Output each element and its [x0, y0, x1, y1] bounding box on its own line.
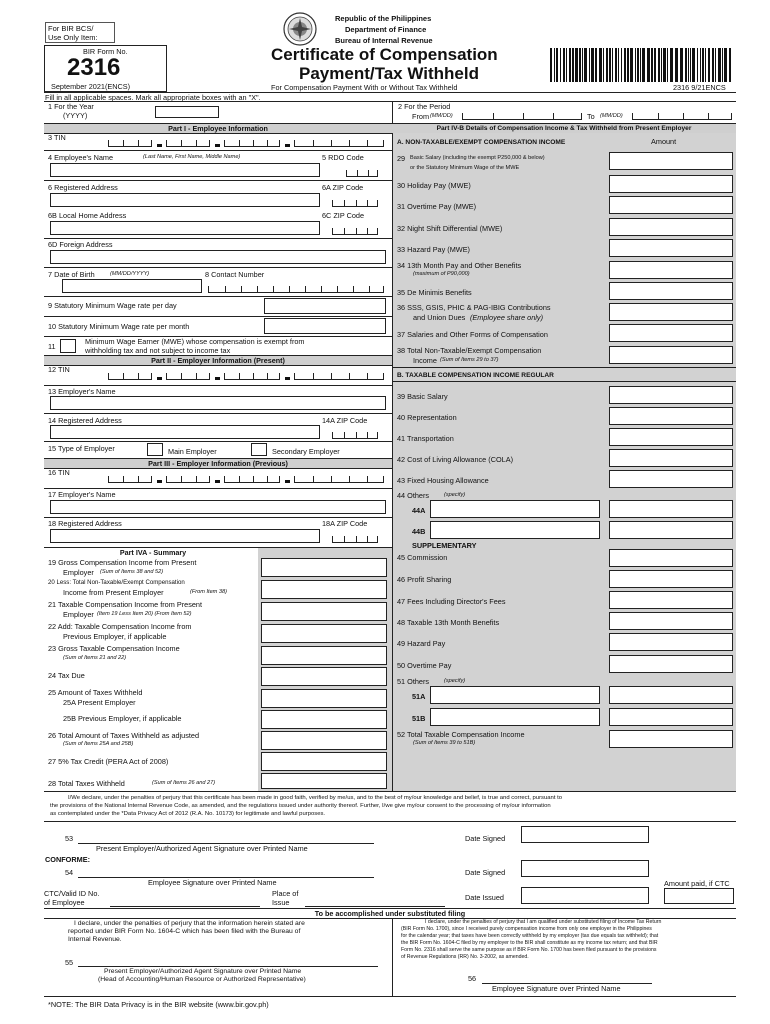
field-51a[interactable]: [609, 686, 733, 704]
secondary-employer-checkbox[interactable]: [251, 443, 267, 456]
privacy-note: *NOTE: The BIR Data Privacy is in the BIR website (www.bir.gov.ph): [48, 1000, 269, 1009]
s19-line1: 19 Gross Compensation Income from Present: [48, 558, 197, 567]
field-49[interactable]: [609, 633, 733, 651]
s24-label: 24 Tax Due: [48, 671, 85, 680]
substituted-filing-header: To be accomplished under substituted filing: [44, 908, 736, 919]
field-36[interactable]: [609, 303, 733, 321]
to-sub: (MM/DD): [600, 113, 623, 119]
s23-line2: (Sum of Items 21 and 22): [63, 655, 127, 661]
republic-text: Republic of the Philippines: [335, 14, 432, 23]
s28-sub: (Sum of Items 26 and 27): [152, 780, 216, 786]
sub-right-line1: I declare, under the penalties of perjury that I am qualified under substituted filing of Income Tax Return: [425, 919, 662, 925]
field-44b[interactable]: [609, 521, 733, 539]
item6-label: 6 Registered Address: [48, 183, 118, 192]
field-21[interactable]: [261, 602, 387, 621]
tin-3-seg3[interactable]: [224, 476, 280, 483]
item18-label: 18 Registered Address: [48, 519, 122, 528]
tin-1-seg2[interactable]: [166, 140, 210, 147]
item11-number: 11: [48, 342, 56, 351]
from-label: From: [412, 112, 430, 121]
r40-label: 40 Representation: [397, 413, 457, 422]
r51-sub: (specify): [444, 678, 466, 684]
employee-name-field[interactable]: [50, 163, 320, 177]
barcode-image: [550, 48, 732, 82]
s26-line2: (Sum of Items 25A and 25B): [63, 741, 134, 747]
field-48[interactable]: [609, 612, 733, 630]
part3-header: Part III - Employer Information (Previous): [44, 458, 392, 469]
r38-line2-sub: (Sum of Items 29 to 37): [440, 357, 499, 363]
r44a-label: 44A: [412, 506, 426, 515]
field-46[interactable]: [609, 570, 733, 588]
form-date: September 2021(ENCS): [51, 82, 131, 91]
form-number: 2316: [67, 54, 121, 81]
employer-name-field[interactable]: [50, 396, 386, 410]
num-53: 53: [65, 834, 74, 843]
r50-label: 50 Overtime Pay: [397, 661, 452, 670]
field-51a-desc[interactable]: [430, 686, 600, 704]
field-27[interactable]: [261, 752, 387, 771]
field-25a[interactable]: [261, 689, 387, 708]
field-35[interactable]: [609, 282, 733, 300]
item9-label: 9 Statutory Minimum Wage rate per day: [48, 301, 177, 310]
num-55: 55: [65, 958, 74, 967]
sub-right-line4: the BIR Form No. 1604-C filed by my employer to the BIR shall constitute as my income tax return; and that BIR: [401, 940, 658, 946]
decl-line3: as contemplated under the *Data Privacy Act of 2012 (R.A. No. 10173) for legitimate and lawful purposes.: [50, 811, 326, 817]
date-signed-53-label: Date Signed: [465, 834, 506, 843]
sub-right-line5: Form No. 2316 shall serve the same purpose as if BIR Form No. 1700 has been filed pursuant to the provisions: [401, 947, 657, 953]
r51b-label: 51B: [412, 714, 426, 723]
r35-label: 35 De Minimis Benefits: [397, 288, 472, 297]
secB-header: B. TAXABLE COMPENSATION INCOME REGULAR: [397, 372, 554, 379]
tin-1-seg4[interactable]: [294, 140, 384, 147]
field-45[interactable]: [609, 549, 733, 567]
year-field[interactable]: [155, 106, 219, 118]
sub-left-line3: Internal Revenue.: [68, 936, 122, 943]
item3-label: 3 TIN: [48, 133, 66, 142]
foreign-address-field[interactable]: [50, 250, 386, 264]
sig-54-label: Employee Signature over Printed Name: [148, 878, 277, 887]
r37-label: 37 Salaries and Other Forms of Compensation: [397, 330, 548, 339]
field-22[interactable]: [261, 624, 387, 643]
decl-line2: the provisions of the National Internal Revenue Code, as amended, and the regulations issued under authority thereof. Further, I/we give my/our consent to the processing of my/our information: [50, 803, 551, 809]
date-signed-54-label: Date Signed: [465, 868, 506, 877]
tin-2-seg2[interactable]: [166, 373, 210, 380]
field-29[interactable]: [609, 152, 733, 170]
from-sub: (MM/DD): [430, 113, 453, 119]
r36-line1: 36 SSS, GSIS, PHIC & PAG-IBIG Contributions: [397, 303, 551, 312]
field-38[interactable]: [609, 346, 733, 364]
main-employer-label: Main Employer: [168, 447, 217, 456]
tin-3-seg1[interactable]: [108, 476, 152, 483]
sig-55-label-1: Present Employer/Authorized Agent Signature over Printed Name: [104, 968, 302, 975]
conforme-label: CONFORME:: [45, 855, 90, 864]
date-issued-field[interactable]: [521, 887, 649, 904]
ctc-field[interactable]: [110, 906, 260, 907]
date-signed-53-field[interactable]: [521, 826, 649, 843]
item17-label: 17 Employer's Name: [48, 490, 116, 499]
form-title-1: Certificate of Compensation: [271, 45, 498, 64]
r42-label: 42 Cost of Living Allowance (COLA): [397, 455, 513, 464]
zip-6a-field[interactable]: [332, 200, 378, 207]
s25-label: 25 Amount of Taxes Withheld: [48, 688, 143, 697]
secondary-employer-label: Secondary Employer: [272, 447, 340, 456]
s21-line2: Employer: [63, 610, 94, 619]
s25b-label: 25B Previous Employer, if applicable: [63, 714, 182, 723]
field-44b-desc[interactable]: [430, 521, 600, 539]
amount-paid-label: Amount paid, if CTC: [664, 879, 730, 888]
tin-1-seg1[interactable]: [108, 140, 152, 147]
supplementary-header: SUPPLEMENTARY: [412, 541, 477, 550]
item10-label: 10 Statutory Minimum Wage rate per month: [48, 322, 190, 331]
tin-1-seg3[interactable]: [224, 140, 280, 147]
field-31[interactable]: [609, 196, 733, 214]
r51-label: 51 Others: [397, 677, 430, 686]
s26-line1: 26 Total Amount of Taxes Withheld as adjusted: [48, 731, 200, 740]
dob-field[interactable]: [62, 279, 202, 293]
r46-label: 46 Profit Sharing: [397, 575, 452, 584]
place-label-2: Issue: [272, 898, 290, 907]
item7-sub: (MM/DD/YYYY): [110, 271, 150, 277]
rdo-code-field[interactable]: [346, 170, 378, 177]
date-signed-54-field[interactable]: [521, 860, 649, 877]
amount-paid-field[interactable]: [664, 888, 734, 904]
r47-label: 47 Fees Including Director's Fees: [397, 597, 506, 606]
item6c-label: 6C ZIP Code: [322, 211, 365, 220]
period-from-field[interactable]: [462, 113, 582, 120]
place-label-1: Place of: [272, 889, 299, 898]
field-51b[interactable]: [609, 708, 733, 726]
r52-line2: (Sum of Items 39 to 51B): [413, 740, 476, 746]
instructions: Fill in all applicable spaces. Mark all appropriate boxes with an "X".: [45, 93, 261, 102]
to-label: To: [587, 112, 595, 121]
r45-label: 45 Commission: [397, 553, 448, 562]
field-28[interactable]: [261, 773, 387, 789]
sub-right-line3: for the calendar year; that taxes have been correctly withheld by my employer (tax due equals tax withheld); that: [401, 933, 659, 939]
item1-sub: (YYYY): [63, 111, 88, 120]
s23-line1: 23 Gross Taxable Compensation Income: [48, 644, 180, 653]
r29-line1: Basic Salary (including the exempt P250,000 & below): [410, 155, 545, 161]
item14-label: 14 Registered Address: [48, 416, 122, 425]
s19-line2: Employer: [63, 568, 94, 577]
s25a-label: 25A Present Employer: [63, 698, 136, 707]
field-51b-desc[interactable]: [430, 708, 600, 726]
item8-label: 8 Contact Number: [205, 270, 265, 279]
item14a-label: 14A ZIP Code: [322, 416, 368, 425]
field-24[interactable]: [261, 667, 387, 686]
r44-sub: (specify): [444, 492, 466, 498]
tin-3-seg4[interactable]: [294, 476, 384, 483]
field-20[interactable]: [261, 580, 387, 599]
bureau-text: Bureau of Internal Revenue: [335, 36, 433, 45]
field-41[interactable]: [609, 428, 733, 446]
r44b-label: 44B: [412, 527, 426, 536]
date-issued-label: Date Issued: [465, 893, 504, 902]
sub-left-line2: reported under BIR Form No. 1604-C which has been filed with the Bureau of: [68, 928, 301, 935]
s19-line2-sub: (Sum of Items 38 and 52): [100, 569, 164, 575]
s28-label: 28 Total Taxes Withheld: [48, 779, 125, 788]
field-26[interactable]: [261, 731, 387, 750]
tin-2-seg3[interactable]: [224, 373, 280, 380]
r44-label: 44 Others: [397, 491, 430, 500]
item6d-label: 6D Foreign Address: [48, 240, 113, 249]
field-32[interactable]: [609, 218, 733, 236]
bir-use-label: For BIR BCS/: [48, 24, 94, 33]
s27-label: 27 5% Tax Credit (PERA Act of 2008): [48, 757, 169, 766]
field-25b[interactable]: [261, 710, 387, 729]
s22-line1: 22 Add: Taxable Compensation Income from: [48, 622, 192, 631]
item6a-label: 6A ZIP Code: [322, 183, 364, 192]
r48-label: 48 Taxable 13th Month Benefits: [397, 618, 500, 627]
registered-address-field[interactable]: [50, 193, 320, 207]
item11-text-2: withholding tax and not subject to income tax: [85, 346, 231, 355]
r51a-label: 51A: [412, 692, 426, 701]
zip-18a-field[interactable]: [332, 536, 378, 543]
field-42[interactable]: [609, 449, 733, 467]
sig-56-label: Employee Signature over Printed Name: [492, 984, 621, 993]
r30-label: 30 Holiday Pay (MWE): [397, 181, 471, 190]
field-23[interactable]: [261, 646, 387, 665]
item5-label: 5 RDO Code: [322, 153, 364, 162]
r43-label: 43 Fixed Housing Allowance: [397, 476, 489, 485]
field-33[interactable]: [609, 239, 733, 257]
field-47[interactable]: [609, 591, 733, 609]
main-employer-checkbox[interactable]: [147, 443, 163, 456]
r36-line2-sub: (Employee share only): [470, 313, 544, 322]
s21-line2-sub: (Item 19 Less Item 20) (From Item 52): [97, 611, 192, 617]
sig-53-label: Present Employer/Authorized Agent Signature over Printed Name: [96, 844, 308, 853]
num-56: 56: [468, 974, 477, 983]
ctc-label-2: of Employee: [44, 898, 85, 907]
tin-2-seg1[interactable]: [108, 373, 152, 380]
field-44a[interactable]: [609, 500, 733, 518]
sub-right-line6: of Revenue Regulations (RR) No. 3-2002, as amended.: [401, 954, 529, 960]
r32-label: 32 Night Shift Differential (MWE): [397, 224, 503, 233]
tin-2-seg4[interactable]: [294, 373, 384, 380]
s20-line2-sub: (From Item 38): [190, 589, 227, 595]
item2-label: 2 For the Period: [398, 102, 451, 111]
bir-use-label-2: Use Only Item:: [48, 33, 98, 42]
item18a-label: 18A ZIP Code: [322, 519, 368, 528]
r34-line1: 34 13th Month Pay and Other Benefits: [397, 261, 522, 270]
item15-label: 15 Type of Employer: [48, 444, 115, 453]
item6b-label: 6B Local Home Address: [48, 211, 127, 220]
zip-14a-field[interactable]: [332, 432, 378, 439]
r38-line1: 38 Total Non-Taxable/Exempt Compensation: [397, 346, 542, 355]
tin-3-seg2[interactable]: [166, 476, 210, 483]
place-field[interactable]: [305, 906, 445, 907]
employer-address-field[interactable]: [50, 425, 320, 439]
r31-label: 31 Overtime Pay (MWE): [397, 202, 477, 211]
r29-line2: or the Statutory Minimum Wage of the MWE: [410, 165, 520, 171]
decl-line1: I/We declare, under the penalties of perjury that this certificate has been made in good faith, verified by me/us, and to the best of my/our knowledge and belief, is true and correct, pursuant to: [68, 795, 563, 801]
contact-number-field[interactable]: [208, 286, 384, 293]
item4-label: 4 Employee's Name: [48, 153, 114, 162]
mwe-checkbox[interactable]: [60, 339, 76, 353]
field-37[interactable]: [609, 324, 733, 342]
bir-seal-icon: [283, 12, 317, 46]
period-to-field[interactable]: [632, 113, 732, 120]
s20-line2: Income from Present Employer: [63, 588, 164, 597]
item11-text-1: Minimum Wage Earner (MWE) whose compensation is exempt from: [85, 337, 305, 346]
field-43[interactable]: [609, 470, 733, 488]
zip-6c-field[interactable]: [332, 228, 378, 235]
field-40[interactable]: [609, 407, 733, 425]
form-no-label: BIR Form No.: [83, 47, 128, 56]
item4-sub: (Last Name, First Name, Middle Name): [143, 154, 241, 160]
r52-line1: 52 Total Taxable Compensation Income: [397, 730, 525, 739]
r36-line2: and Union Dues: [413, 313, 466, 322]
local-address-field[interactable]: [50, 221, 320, 235]
item7-label: 7 Date of Birth: [48, 270, 95, 279]
min-wage-day-field[interactable]: [264, 298, 386, 314]
secA-header: A. NON-TAXABLE/EXEMPT COMPENSATION INCOME: [397, 139, 566, 146]
num-54: 54: [65, 868, 74, 877]
prev-employer-name-field[interactable]: [50, 500, 386, 514]
form-title-2: Payment/Tax Withheld: [299, 64, 479, 83]
s21-line1: 21 Taxable Compensation Income from Present: [48, 600, 202, 609]
dept-text: Department of Finance: [345, 25, 427, 34]
part4a-header: Part IVA - Summary: [44, 547, 262, 557]
field-52[interactable]: [609, 730, 733, 748]
form-subtitle: For Compensation Payment With or Without Tax Withheld: [271, 83, 458, 92]
part4b-header: Part IV-B Details of Compensation Income & Tax Withheld from Present Employer: [392, 123, 736, 134]
field-19[interactable]: [261, 558, 387, 577]
r29-num: 29: [397, 154, 406, 163]
r41-label: 41 Transportation: [397, 434, 454, 443]
sig-55-label-2: (Head of Accounting/Human Resource or Authorized Representative): [98, 976, 306, 983]
sub-right-line2: (BIR Form No. 1700), since I received purely compensation income from only one employer in the Philippines: [401, 926, 652, 932]
min-wage-month-field[interactable]: [264, 318, 386, 334]
field-44a-desc[interactable]: [430, 500, 600, 518]
field-50[interactable]: [609, 655, 733, 673]
field-39[interactable]: [609, 386, 733, 404]
ctc-label-1: CTC/Valid ID No.: [44, 889, 100, 898]
prev-employer-address-field[interactable]: [50, 529, 320, 543]
r39-label: 39 Basic Salary: [397, 392, 448, 401]
r33-label: 33 Hazard Pay (MWE): [397, 245, 470, 254]
barcode-code: 2316 9/21ENCS: [673, 83, 726, 92]
field-34[interactable]: [609, 261, 733, 279]
r38-line2: Income: [413, 356, 437, 365]
s20-line1: 20 Less: Total Non-Taxable/Exempt Compensation: [48, 579, 185, 586]
item13-label: 13 Employer's Name: [48, 387, 116, 396]
item12-label: 12 TIN: [48, 365, 70, 374]
amount-header: Amount: [651, 137, 677, 146]
item16-label: 16 TIN: [48, 468, 70, 477]
sub-left-line1: I declare, under the penalties of perjury that the information herein stated are: [74, 920, 305, 927]
r34-line2: (maximum of P90,000): [413, 271, 470, 277]
part2-header: Part II - Employer Information (Present): [44, 355, 392, 366]
r49-label: 49 Hazard Pay: [397, 639, 446, 648]
field-30[interactable]: [609, 175, 733, 193]
s22-line2: Previous Employer, if applicable: [63, 632, 167, 641]
item1-label: 1 For the Year: [48, 102, 94, 111]
part1-header: Part I - Employee Information: [44, 123, 392, 134]
